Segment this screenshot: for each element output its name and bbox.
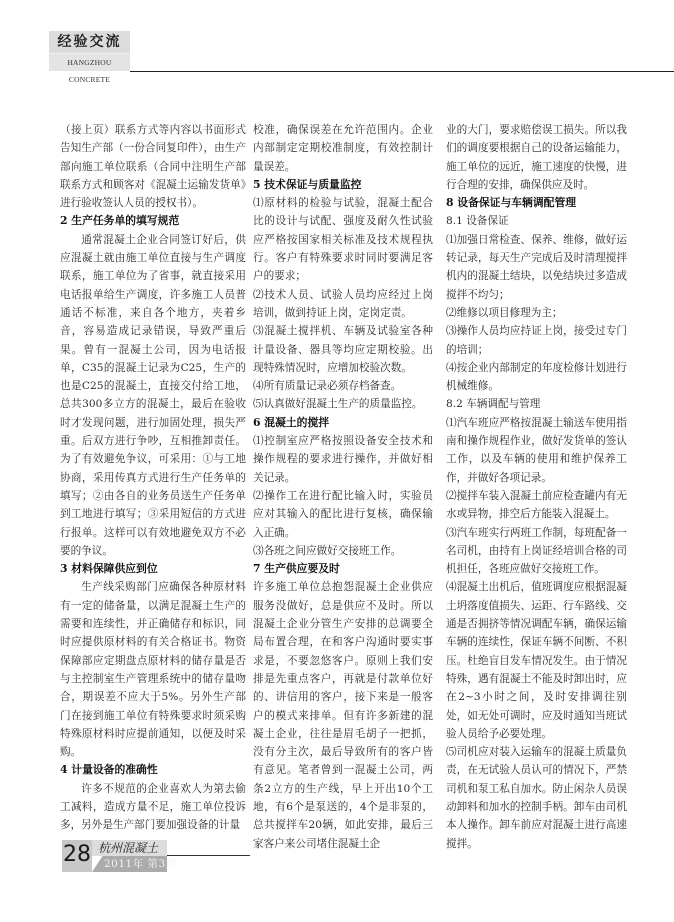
subsection-heading-8-2: 8.2 车辆调配与管理 xyxy=(446,398,541,411)
section-heading-6: 6 混凝土的搅拌 xyxy=(253,415,330,429)
text-column-2 xyxy=(253,121,433,853)
list-item: ⑶各班之间应做好交接班工作。 xyxy=(253,544,402,557)
section-heading-2: 2 生产任务单的填写规范 xyxy=(60,214,180,228)
section-header xyxy=(49,31,130,84)
text-column-3 xyxy=(446,121,627,853)
list-item: ⑵搅拌车装入混凝土前应检查罐内有无水或异物，排空后方能装入混凝土。 xyxy=(446,489,627,521)
list-item: ⑷按企业内部制定的年度检修计划进行机械维修。 xyxy=(446,361,627,393)
section-subtitle: HANGZHOU CONCRETE xyxy=(49,53,130,71)
list-item: ⑷混凝土出机后，值班调度应根据混凝土坍落度值损失、运距、行车路线、交通是否拥挤等情况调配车辆，确保运输车辆的连续性，保证车辆不间断、不积压。杜绝盲目发车情况发生。由于情况特殊，遇有混凝土不能及时卸出时，应在2~3小时之间，及时安排调往别处，如无处可调时，应及时通知当班试验人员给予必要处理。 xyxy=(446,581,627,740)
paragraph: （接上页）联系方式等内容以书面形式告知生产部（一份合同复印件），由生产部向施工单位联系（合同中注明生产部联系方式和顾客对《混凝土运输发货单》进行验收签认人员的授权书）。 xyxy=(60,124,246,210)
page-number: 28 xyxy=(63,842,91,867)
list-item: ⑴控制室应严格按照设备安全技术和操作规程的要求进行操作，并做好相关记录。 xyxy=(253,435,433,484)
section-title: 经验交流 xyxy=(57,34,122,50)
paragraph: 业的大门，要求赔偿误工损失。所以我们的调度要根据自己的设备运输能力，施工单位的远近，施工速度的快慢，进行合理的安排，确保供应及时。 xyxy=(446,124,627,191)
footer-divider xyxy=(167,855,250,856)
list-item: ⑴汽车班应严格按混凝土输送车使用指南和操作规程作业，做好发货单的签认工作，以及车辆的使用和维护保养工作，并做好各项记录。 xyxy=(446,416,627,484)
list-item: ⑴加强日常检查、保养、维修，做好运转记录，每天生产完成后及时清理搅拌机内的混凝土结块，以免结块过多造成搅拌不均匀； xyxy=(446,233,627,301)
text-column-1 xyxy=(60,121,246,835)
header-divider xyxy=(130,71,674,72)
section-heading-4: 4 计量设备的准确性 xyxy=(60,763,158,777)
list-item: ⑶混凝土搅拌机、车辆及试验室各种计量设备、器具等均应定期校验。出现特殊情况时，应增加校验次数。 xyxy=(253,325,433,374)
paragraph: 通常混凝土企业合同签订好后，供应混凝土就由施工单位直接与生产调度联系，施工单位为了省事，就直接采用电话报单给生产调度，许多施工人员普通话不标准，来自各个地方，夹着乡音，容易造成记录错误，导致严重后果。曾有一混凝土公司，因为电话报单，C35的混凝土记录为C25，生产的也是C25的混凝土，直接交付给工地，总共300多立方的混凝土，最后在验收时才发现问题，进行加固处理，损失严重。后双方进行争吵，互相推卸责任。为了有效避免争议，可采用：①与工地协商，采用传真方式进行生产任务单的填写；②由各自的业务员送生产任务单到工地进行填写；③采用短信的方式进行报单。这样可以有效地避免双方不必要的争议。 xyxy=(60,233,246,557)
list-item: ⑴原材料的检验与试验，混凝土配合比的设计与试配、强度及耐久性试验应严格按国家相关标准及技术规程执行。客户有特殊要求时同时要满足客户的要求； xyxy=(253,197,433,283)
subsection-heading-8-1: 8.1 设备保证 xyxy=(446,215,509,228)
list-item: ⑶操作人员均应持证上岗，接受过专门的培训； xyxy=(446,325,627,356)
paragraph: 许多不规范的企业喜欢人为第去偷工减料，造成方量不足，施工单位投诉多，另外是生产部门要加强设备的计量 xyxy=(60,782,246,832)
paragraph: 校准，确保误差在允许范围内。企业内部制定定期校准制度，有效控制计量误差。 xyxy=(253,124,433,173)
list-item: ⑶汽车班实行两班工作制，每班配备一名司机，由持有上岗证经培训合格的司机担任，各班应做好交接班工作。 xyxy=(446,526,627,576)
paragraph: 生产线采购部门应确保各种原材料有一定的储备量，以满足混凝土生产的需要和连续性，并正确储存和标识，同时应提供原材料的有关合格证书。物资保障部应定期盘点原材料的储存量是否与主控制室生产管理系统中的储存量吻合，期误差不应大于5%。另外生产部门在接到施工单位有特殊要求时须采购特殊原材料时应提前通知，以便及时采购。 xyxy=(60,581,246,759)
list-item: ⑸认真做好混凝土生产的质量监控。 xyxy=(253,398,423,411)
paragraph: 许多施工单位总抱怨混凝土企业供应服务没做好，总是供应不及时。所以混凝土企业分管生产安排的总调要全局布置合理，在和客户沟通时要实事求是，不要忽悠客户。原则上我们安排是先重点客户，再就是付款单位好的、讲信用的客户，接下来是一般客户的模式来排单。但有许多新建的混凝土企业，往往是眉毛胡子一把抓，没有分主次，最后导致所有的客户皆有意见。笔者曾到一混凝土公司，两条2立方的生产线，早上开出10个工地，有6个是泵送的，4个是非泵的，总共搅拌车20辆，如此安排，最后三家客户来公司堵住混凝土企 xyxy=(253,581,433,850)
list-item: ⑵维修以项目修理为主； xyxy=(446,306,563,319)
list-item: ⑸司机应对装入运输车的混凝土质量负责，在无试验人员认可的情况下，严禁司机和泵工私自加水。防止闲杂人员误动卸料和加水的控制手柄。卸车由司机本人操作。卸车前应对混凝土进行高速搅拌。 xyxy=(446,746,627,850)
list-item: ⑵技术人员、试验人员均应经过上岗培训，做到持证上岗，定岗定责。 xyxy=(253,288,433,319)
section-heading-5: 5 技术保证与质量监控 xyxy=(253,177,362,191)
list-item: ⑷所有质量记录必须存档备查。 xyxy=(253,380,402,393)
magazine-name: 杭州混凝土 xyxy=(98,841,159,855)
issue-label: 2011年 第3期 xyxy=(104,858,177,870)
section-heading-8: 8 设备保证与车辆调配管理 xyxy=(446,196,577,210)
section-label-box xyxy=(49,31,130,84)
page-footer xyxy=(62,840,177,872)
section-heading-7: 7 生产供应要及时 xyxy=(253,562,340,576)
section-heading-3: 3 材料保障供应到位 xyxy=(60,562,158,576)
list-item: ⑵操作工在进行配比输入时，实验员应对其输入的配比进行复核，确保输入正确。 xyxy=(253,489,433,539)
